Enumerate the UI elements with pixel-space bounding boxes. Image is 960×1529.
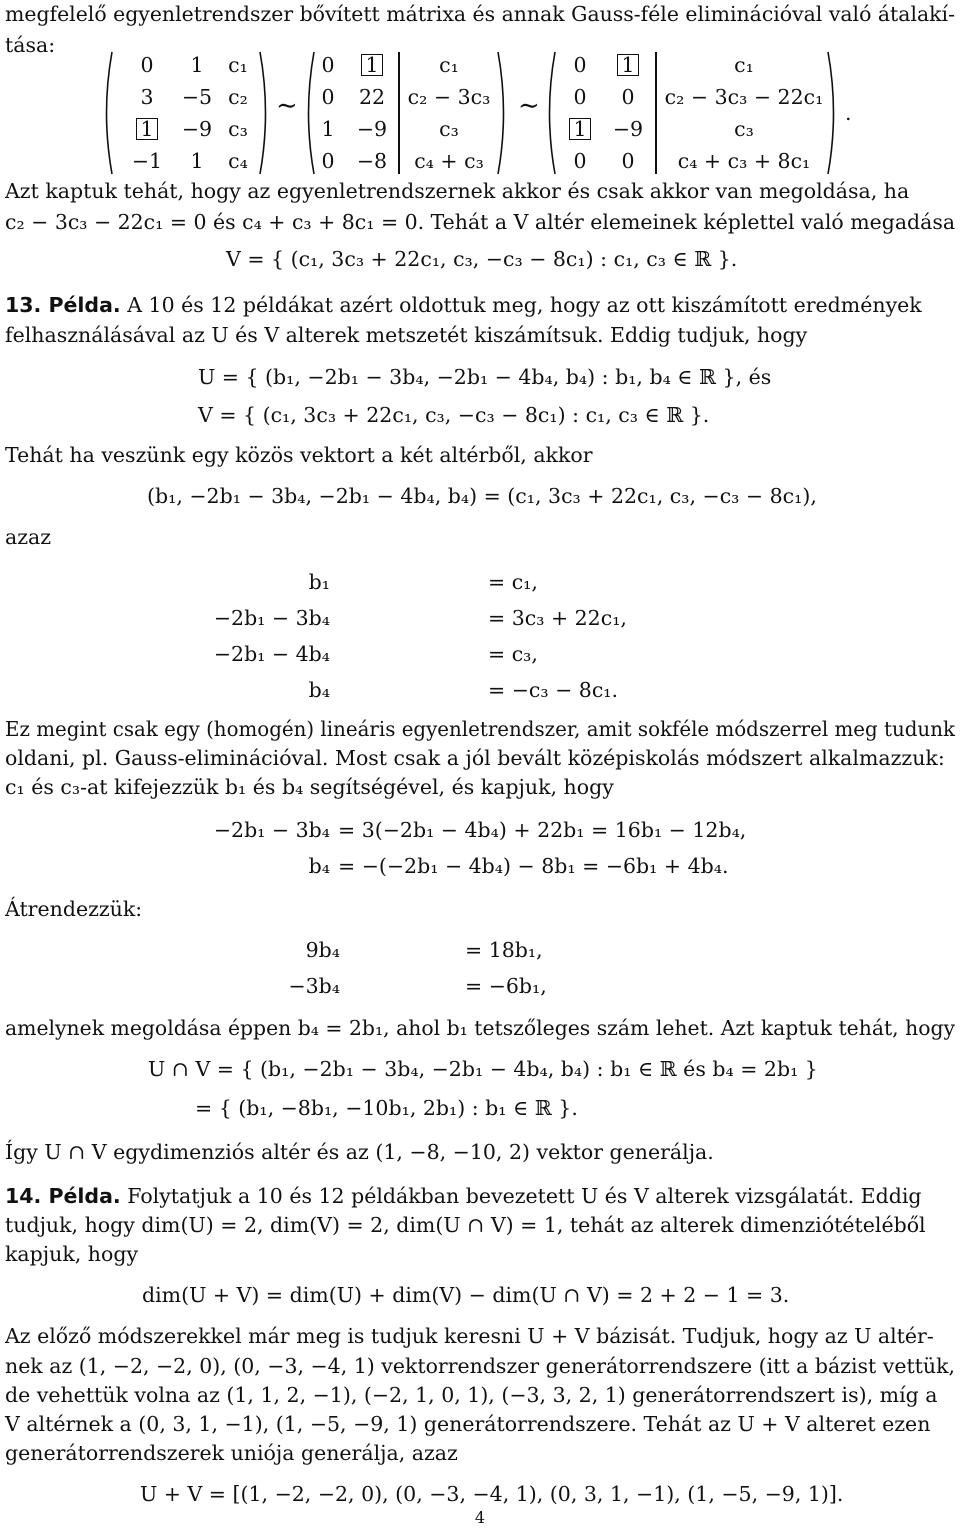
example14-line-1 [5,1184,922,1208]
sys3-lhs-1: 9b₄ [305,938,340,962]
sys1-rhs-1: = c₁, [488,570,538,594]
para1-line-2: c₂ − 3c₃ − 22c₁ = 0 és c₄ + c₃ + 8c₁ = 0. Tehát a V altér elemeinek képlettel való megadása [5,210,956,234]
text-azaz: azaz [5,525,52,549]
sys2-rhs-1: = 3(−2b₁ − 4b₄) + 22b₁ = 16b₁ − 12b₄, [338,818,747,842]
sys2-rhs-2: = −(−2b₁ − 4b₄) − 8b₁ = −6b₁ + 4b₄. [338,854,729,878]
m2-r4-c2: −8 [356,149,388,173]
sys2-lhs-2: b₄ [308,854,330,878]
para2-line-3: c₁ és c₃-at kifejezzük b₁ és b₄ segítségével, és kapjuk, hogy [5,775,614,799]
example14-line-2: tudjuk, hogy dim(U) = 2, dim(V) = 2, dim(U ∩ V) = 1, tehát az alterek dimenziótételéből [5,1213,926,1237]
example13-text: A 10 és 12 példákat azért oldottuk meg, hogy az ott kiszámított eredmények [120,293,922,317]
para4-line-1: Az előző módszerekkel már meg is tudjuk keresni U + V bázisát. Tudjuk, hogy az U altér- [5,1324,934,1348]
example13-line-1 [5,293,922,317]
m3-r4-c2: 0 [621,149,635,173]
m1-r2-c2: −5 [181,85,213,109]
m1-r1-c2: 1 [190,53,204,77]
para4-line-4: V altérnek a (0, 3, 1, −1), (1, −5, −9, 1) generátorrendszere. Tehát az U + V alteret ezen [5,1412,931,1436]
sys1-lhs-1: b₁ [308,570,330,594]
example14-text: Folytatjuk a 10 és 12 példákban bevezetett U és V alterek vizsgálatát. Eddig [120,1184,922,1208]
sys1-lhs-4: b₄ [308,678,330,702]
m3-r1-c1: 0 [573,53,587,77]
sys1-rhs-2: = 3c₃ + 22c₁, [488,606,627,630]
sys3-rhs-2: = −6b₁, [465,974,547,998]
m2-r4-c3: c₄ + c₃ [414,149,484,173]
m3-r2-c1: 0 [573,85,587,109]
m2-r3-c2: −9 [356,117,388,141]
m1-r1-c3: c₁ [228,53,248,77]
m2-r2-c1: 0 [321,85,335,109]
sys2-lhs-1: −2b₁ − 3b₄ [213,818,330,842]
text-atrendezzuk: Átrendezzük: [5,897,143,921]
pivot-box: 1 [361,54,382,76]
m1-r3-c1 [127,117,167,141]
para3-line: amelynek megoldása éppen b₄ = 2b₁, ahol b₁ tetszőleges szám lehet. Azt kaptuk tehát, hogy [5,1016,956,1040]
m1-r3-c2: −9 [181,117,213,141]
m2-r1-c3: c₁ [439,53,459,77]
para2-line-2: oldani, pl. Gauss-eliminációval. Most csak a jól bevált középiskolás módszert alkalmazzuk: [5,746,945,770]
m2-r1-c2 [352,53,392,77]
pivot-box: 1 [136,118,157,140]
m3-r3-c1 [560,117,600,141]
m3-r1-c3: c₁ [734,53,754,77]
page-number: 4 [474,1508,486,1527]
m3-r3-c2: −9 [612,117,644,141]
sys1-rhs-4: = −c₃ − 8c₁. [488,678,619,702]
equation-dim: dim(U + V) = dim(U) + dim(V) − dim(U ∩ V) = 2 + 2 − 1 = 3. [142,1283,790,1307]
intro-line-1: megfelelő egyenletrendszer bővített mátrixa és annak Gauss-féle eliminációval való átalakí- [5,2,955,26]
m3-r2-c3: c₂ − 3c₃ − 22c₁ [664,85,824,109]
m2-r2-c3: c₂ − 3c₃ [407,85,491,109]
m3-r1-c2 [608,53,648,77]
equation-final: U + V = [(1, −2, −2, 0), (0, −3, −4, 1), (0, 3, 1, −1), (1, −5, −9, 1)]. [140,1482,844,1506]
m1-r4-c2: 1 [190,149,204,173]
m3-r4-c3: c₄ + c₃ + 8c₁ [677,149,811,173]
para1-line-1: Azt kaptuk tehát, hogy az egyenletrendszernek akkor és csak akkor van megoldása, ha [5,179,910,203]
m1-r1-c1: 0 [140,53,154,77]
sys3-lhs-2: −3b₄ [288,974,340,998]
sys3-rhs-1: = 18b₁, [465,938,543,962]
right-paren-2 [496,50,510,176]
example14-label: 14. Példa. [5,1184,121,1208]
para4-line-3: de vehettük volna az (1, 1, 2, −1), (−2, 1, 0, 1), (−3, 3, 2, 1) generátorrendszert is), míg a [5,1383,938,1407]
m2-r1-c1: 0 [321,53,335,77]
m2-r3-c3: c₃ [439,117,459,141]
m2-r2-c2: 22 [358,85,386,109]
equation-u: U = { (b₁, −2b₁ − 3b₄, −2b₁ − 4b₄, b₄) : b₁, b₄ ∈ ℝ }, és [198,365,772,389]
m1-r4-c3: c₄ [228,149,248,173]
intro-line-2: tása: [5,33,56,57]
equation-v1: V = { (c₁, 3c₃ + 22c₁, c₃, −c₃ − 8c₁) : c₁, c₃ ∈ ℝ }. [226,247,738,271]
m3-r3-c3: c₃ [734,117,754,141]
example13-label: 13. Példa. [5,293,121,317]
augment-bar-3 [655,52,657,174]
pivot-box: 1 [617,54,638,76]
equation-common: (b₁, −2b₁ − 3b₄, −2b₁ − 4b₄, b₄) = (c₁, 3c₃ + 22c₁, c₃, −c₃ − 8c₁), [147,484,817,508]
m1-r4-c1: −1 [131,149,163,173]
intersection-line-1: U ∩ V = { (b₁, −2b₁ − 3b₄, −2b₁ − 4b₄, b₄) : b₁ ∈ ℝ és b₄ = 2b₁ } [148,1057,818,1081]
right-paren-1 [258,50,272,176]
matrix-period: . [845,101,852,125]
sys1-lhs-2: −2b₁ − 3b₄ [213,606,330,630]
sim-symbol-2: ∼ [518,91,540,121]
example14-line-3: kapjuk, hogy [5,1242,139,1266]
example13-line-2: felhasználásával az U és V alterek metszetét kiszámítsuk. Eddig tudjuk, hogy [5,323,808,347]
sys1-rhs-3: = c₃, [488,642,538,666]
sys1-lhs-3: −2b₁ − 4b₄ [213,642,330,666]
left-paren-3 [543,50,557,176]
para4-line-2: nek az (1, −2, −2, 0), (0, −3, −4, 1) vektorrendszer generátorrendszere (itt a bázist vettük, [5,1354,956,1378]
text-igy: Így U ∩ V egydimenziós altér és az (1, −8, −10, 2) vektor generálja. [5,1140,714,1164]
m1-r2-c3: c₂ [228,85,248,109]
intersection-line-2: = { (b₁, −8b₁, −10b₁, 2b₁) : b₁ ∈ ℝ }. [195,1096,578,1120]
m3-r2-c2: 0 [621,85,635,109]
m2-r4-c1: 0 [321,149,335,173]
m1-r2-c1: 3 [140,85,154,109]
para4-line-5: generátorrendszerek uniója generálja, azaz [5,1441,458,1465]
sim-symbol-1: ∼ [276,91,298,121]
m1-r3-c3: c₃ [228,117,248,141]
m3-r4-c1: 0 [573,149,587,173]
m2-r3-c1: 1 [321,117,335,141]
pivot-box: 1 [569,118,590,140]
text-common: Tehát ha veszünk egy közös vektort a két altérből, akkor [5,443,593,467]
equation-v2: V = { (c₁, 3c₃ + 22c₁, c₃, −c₃ − 8c₁) : c₁, c₃ ∈ ℝ }. [198,403,710,427]
para2-line-1: Ez megint csak egy (homogén) lineáris egyenletrendszer, amit sokféle módszerrel meg tudunk [5,717,955,741]
left-paren-1 [100,50,114,176]
